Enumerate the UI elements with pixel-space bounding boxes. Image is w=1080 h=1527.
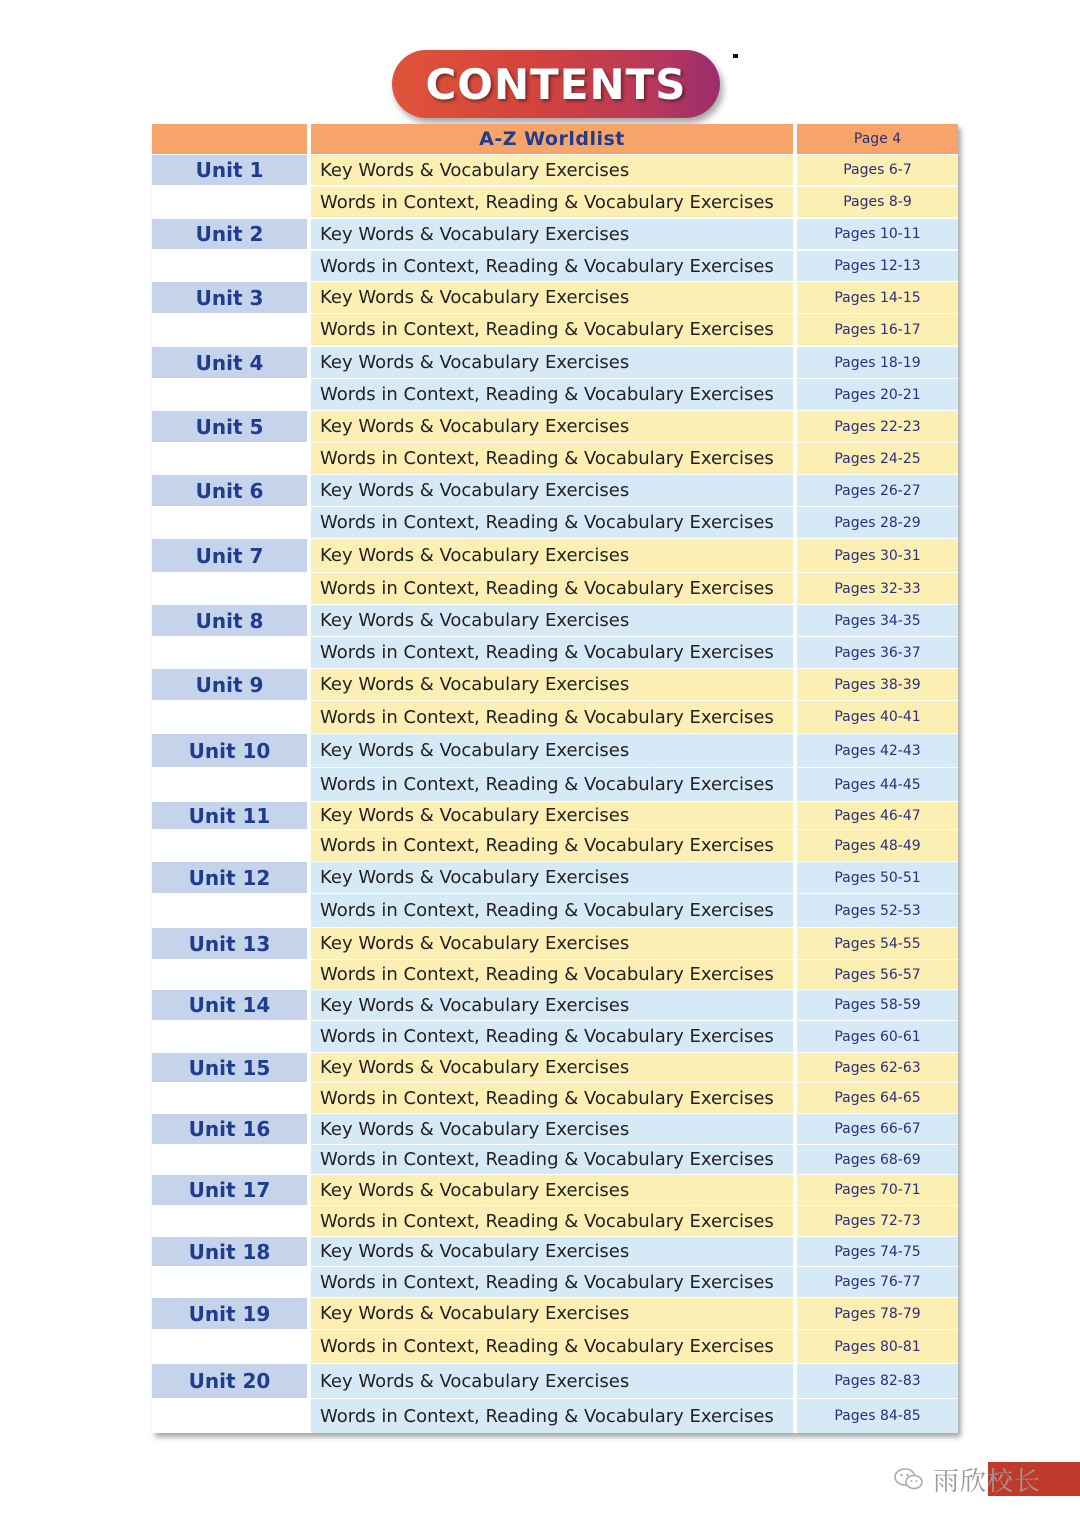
section-description: Words in Context, Reading & Vocabulary Exercises: [320, 1405, 774, 1427]
table-row: [152, 539, 958, 572]
unit-cell: [152, 637, 307, 668]
page-range: Pages 36-37: [834, 644, 921, 661]
unit-label: Unit 15: [188, 1055, 271, 1080]
section-description: Key Words & Vocabulary Exercises: [320, 1118, 630, 1140]
page-range: Pages 34-35: [834, 612, 921, 629]
table-row: [152, 507, 958, 538]
unit-label: Unit 16: [188, 1117, 271, 1141]
watermark: [893, 1462, 1041, 1496]
unit-cell: [152, 802, 307, 829]
section-description: Key Words & Vocabulary Exercises: [320, 1370, 630, 1392]
section-description: Key Words & Vocabulary Exercises: [320, 1303, 630, 1324]
unit-cell: [152, 990, 307, 1020]
header-page-cell: [796, 124, 958, 154]
table-row: [152, 990, 958, 1020]
description-cell: [310, 928, 793, 959]
page-cell: [796, 1206, 958, 1236]
page-range: Pages 40-41: [834, 709, 921, 725]
unit-cell: [152, 1399, 307, 1433]
table-row: [152, 1175, 958, 1205]
section-description: Key Words & Vocabulary Exercises: [320, 1179, 630, 1201]
unit-cell: [152, 1364, 307, 1398]
section-description: Words in Context, Reading & Vocabulary Exercises: [320, 1149, 774, 1170]
unit-cell: [152, 314, 307, 345]
table-row: [152, 314, 958, 345]
unit-cell: [152, 507, 307, 538]
page-cell: [796, 669, 958, 700]
watermark-text: 雨欣校长: [933, 1466, 1042, 1497]
unit-cell: [152, 1021, 307, 1052]
section-description: Words in Context, Reading & Vocabulary Exercises: [320, 706, 774, 728]
section-description: Key Words & Vocabulary Exercises: [320, 867, 630, 888]
page-range: Pages 6-7: [843, 162, 912, 178]
unit-label-box: [152, 1114, 307, 1144]
page-cell: [796, 507, 958, 538]
page-range: Pages 58-59: [834, 997, 921, 1013]
page-range: Pages 74-75: [834, 1243, 921, 1260]
unit-label-box: [152, 734, 307, 767]
unit-cell: [152, 1083, 307, 1113]
description-cell: [310, 314, 793, 345]
description-cell: [310, 768, 793, 801]
page-range: Pages 16-17: [834, 321, 921, 338]
section-description: Key Words & Vocabulary Exercises: [320, 480, 630, 501]
section-description: Key Words & Vocabulary Exercises: [320, 805, 630, 826]
page-cell: [796, 830, 958, 861]
table-row: [152, 669, 958, 700]
page-range: Pages 70-71: [834, 1182, 921, 1198]
description-cell: [310, 282, 793, 313]
section-description: Words in Context, Reading & Vocabulary Exercises: [320, 1026, 774, 1047]
unit-label-box: [152, 411, 307, 442]
unit-label: Unit 20: [188, 1369, 271, 1393]
page-cell: [796, 862, 958, 893]
unit-cell: [152, 1114, 307, 1144]
page-range: Pages 50-51: [834, 869, 921, 886]
description-cell: [310, 637, 793, 668]
description-cell: [310, 539, 793, 572]
section-description: Words in Context, Reading & Vocabulary Exercises: [320, 384, 774, 405]
description-cell: [310, 1298, 793, 1329]
page-cell: [796, 1053, 958, 1082]
table-row: [152, 605, 958, 636]
page-cell: [796, 1114, 958, 1144]
table-row: [152, 1364, 958, 1398]
page-range: Pages 28-29: [834, 514, 921, 531]
table-row: [152, 379, 958, 410]
table-row: [152, 1206, 958, 1236]
section-description: Key Words & Vocabulary Exercises: [320, 933, 630, 954]
section-description: Key Words & Vocabulary Exercises: [320, 994, 630, 1016]
section-description: Words in Context, Reading & Vocabulary Exercises: [320, 900, 774, 921]
page-cell: [796, 1267, 958, 1297]
description-cell: [310, 669, 793, 700]
description-cell: [310, 990, 793, 1020]
page-range: Pages 82-83: [834, 1373, 921, 1389]
page-range: Pages 26-27: [834, 482, 921, 499]
unit-cell: [152, 219, 307, 249]
unit-cell: [152, 1053, 307, 1082]
description-cell: [310, 573, 793, 604]
page-range: Pages 8-9: [843, 194, 912, 210]
unit-cell: [152, 282, 307, 313]
table-row: [152, 1237, 958, 1266]
unit-label-box: [152, 475, 307, 506]
section-description: Key Words & Vocabulary Exercises: [320, 1241, 630, 1262]
page-range: Pages 60-61: [834, 1028, 921, 1045]
section-description: Words in Context, Reading & Vocabulary Exercises: [320, 835, 774, 856]
description-cell: [310, 187, 793, 217]
table-row: [152, 1083, 958, 1113]
section-description: Words in Context, Reading & Vocabulary Exercises: [320, 774, 774, 795]
page-cell: [796, 443, 958, 474]
section-description: Key Words & Vocabulary Exercises: [320, 287, 630, 308]
page-cell: [796, 1399, 958, 1433]
page-range: Pages 68-69: [834, 1151, 921, 1168]
unit-label: Unit 6: [195, 478, 264, 503]
page-cell: [796, 1021, 958, 1052]
description-cell: [310, 1399, 793, 1433]
unit-label: Unit 14: [188, 993, 271, 1017]
unit-cell: [152, 768, 307, 801]
unit-label-box: [152, 605, 307, 636]
page-range: Pages 22-23: [834, 418, 921, 435]
table-row: [152, 1399, 958, 1433]
unit-label: Unit 5: [195, 414, 264, 439]
unit-cell: [152, 1330, 307, 1363]
table-row: [152, 155, 958, 185]
page-range: Pages 76-77: [834, 1274, 921, 1290]
page-range: Pages 20-21: [834, 386, 921, 403]
unit-label: Unit 1: [195, 158, 264, 182]
table-row: [152, 347, 958, 378]
section-description: Words in Context, Reading & Vocabulary Exercises: [320, 1271, 774, 1293]
unit-label-box: [152, 1237, 307, 1266]
table-row: [152, 1298, 958, 1329]
decorative-dot: [733, 54, 738, 58]
unit-cell: [152, 573, 307, 604]
unit-cell: [152, 928, 307, 959]
unit-label-box: [152, 347, 307, 378]
page-cell: [796, 187, 958, 217]
unit-label-box: [152, 1298, 307, 1329]
description-cell: [310, 830, 793, 861]
unit-cell: [152, 1267, 307, 1297]
unit-cell: [152, 187, 307, 217]
section-description: Words in Context, Reading & Vocabulary Exercises: [320, 964, 774, 985]
page-range: Pages 42-43: [834, 742, 921, 759]
unit-cell: [152, 379, 307, 410]
unit-cell: [152, 830, 307, 861]
page-range: Pages 38-39: [834, 676, 921, 693]
page-cell: [796, 960, 958, 989]
unit-label: Unit 9: [195, 672, 264, 697]
page-cell: [796, 1145, 958, 1174]
unit-cell: [152, 155, 307, 185]
description-cell: [310, 701, 793, 733]
unit-label: Unit 11: [188, 803, 271, 828]
table-row: [152, 960, 958, 989]
page-range: Pages 78-79: [834, 1305, 921, 1322]
page-range: Pages 54-55: [834, 935, 921, 952]
unit-label: Unit 17: [188, 1178, 271, 1202]
section-description: Key Words & Vocabulary Exercises: [320, 610, 630, 631]
unit-label-box: [152, 669, 307, 700]
table-row: [152, 443, 958, 474]
unit-cell: [152, 1175, 307, 1205]
unit-cell: [152, 539, 307, 572]
table-row: [152, 1021, 958, 1052]
page-range: Pages 44-45: [834, 776, 921, 793]
unit-cell: [152, 347, 307, 378]
section-description: Words in Context, Reading & Vocabulary Exercises: [320, 578, 774, 599]
page-cell: [796, 1237, 958, 1266]
unit-label: Unit 3: [195, 285, 264, 310]
description-cell: [310, 960, 793, 989]
table-row: [152, 1053, 958, 1082]
unit-label-box: [152, 1053, 307, 1082]
unit-label-box: [152, 928, 307, 959]
page-range: Pages 64-65: [834, 1090, 921, 1106]
page-range: Pages 66-67: [834, 1121, 921, 1137]
table-row: [152, 862, 958, 893]
page-cell: [796, 894, 958, 927]
table-row: [152, 1145, 958, 1174]
unit-label: Unit 19: [188, 1301, 271, 1326]
unit-cell: [152, 1145, 307, 1174]
description-cell: [310, 734, 793, 767]
section-description: Key Words & Vocabulary Exercises: [320, 740, 630, 761]
page-cell: [796, 701, 958, 733]
page-cell: [796, 637, 958, 668]
description-cell: [310, 1267, 793, 1297]
description-cell: [310, 251, 793, 281]
unit-label-box: [152, 802, 307, 829]
unit-cell: [152, 1206, 307, 1236]
description-cell: [310, 605, 793, 636]
description-cell: [310, 411, 793, 442]
description-cell: [310, 802, 793, 829]
section-description: Words in Context, Reading & Vocabulary Exercises: [320, 319, 774, 340]
table-row: [152, 282, 958, 313]
contents-table: [152, 124, 958, 1433]
header-unit-cell: [152, 124, 307, 154]
page-cell: [796, 1083, 958, 1113]
description-cell: [310, 507, 793, 538]
table-row: [152, 802, 958, 829]
unit-cell: [152, 251, 307, 281]
unit-label-box: [152, 862, 307, 893]
page-cell: [796, 411, 958, 442]
unit-label-box: [152, 155, 307, 185]
description-cell: [310, 1175, 793, 1205]
page-title: CONTENTS: [425, 59, 687, 109]
section-description: Key Words & Vocabulary Exercises: [320, 1057, 630, 1078]
unit-cell: [152, 411, 307, 442]
page-cell: [796, 1364, 958, 1398]
description-cell: [310, 379, 793, 410]
unit-cell: [152, 960, 307, 989]
description-cell: [310, 1114, 793, 1144]
unit-label: Unit 2: [195, 222, 264, 246]
description-cell: [310, 1330, 793, 1363]
table-row: [152, 637, 958, 668]
unit-label-box: [152, 219, 307, 249]
page-cell: [796, 347, 958, 378]
page-range: Pages 24-25: [834, 450, 921, 467]
unit-label: Unit 8: [195, 608, 264, 633]
table-row: [152, 1114, 958, 1144]
unit-label: Unit 7: [195, 543, 264, 568]
page-range: Pages 32-33: [834, 580, 921, 597]
unit-cell: [152, 1237, 307, 1266]
section-description: Words in Context, Reading & Vocabulary Exercises: [320, 255, 774, 277]
unit-label: Unit 12: [188, 865, 271, 890]
description-cell: [310, 862, 793, 893]
unit-label-box: [152, 990, 307, 1020]
table-row: [152, 894, 958, 927]
page-cell: [796, 605, 958, 636]
table-row: [152, 1267, 958, 1297]
section-description: Key Words & Vocabulary Exercises: [320, 416, 630, 437]
page-range: Pages 46-47: [834, 807, 921, 824]
description-cell: [310, 347, 793, 378]
page-cell: [796, 990, 958, 1020]
unit-label: Unit 4: [195, 350, 264, 375]
description-cell: [310, 475, 793, 506]
description-cell: [310, 1364, 793, 1398]
table-row: [152, 928, 958, 959]
page-range: Pages 52-53: [834, 902, 921, 919]
description-cell: [310, 219, 793, 249]
section-description: Key Words & Vocabulary Exercises: [320, 545, 630, 566]
page-cell: [796, 379, 958, 410]
page-range: Pages 18-19: [834, 354, 921, 371]
description-cell: [310, 894, 793, 927]
description-cell: [310, 1053, 793, 1082]
section-description: Words in Context, Reading & Vocabulary Exercises: [320, 191, 774, 213]
page-range: Pages 84-85: [834, 1408, 921, 1424]
table-row: [152, 1330, 958, 1363]
page-cell: [796, 314, 958, 345]
header-page-label: Page 4: [853, 131, 902, 147]
table-row: [152, 830, 958, 861]
page-range: Pages 56-57: [834, 966, 921, 983]
unit-label-box: [152, 539, 307, 572]
unit-label: Unit 18: [188, 1239, 271, 1264]
table-row: [152, 701, 958, 733]
section-description: Words in Context, Reading & Vocabulary Exercises: [320, 642, 774, 663]
description-cell: [310, 1206, 793, 1236]
section-description: Key Words & Vocabulary Exercises: [320, 223, 630, 245]
description-cell: [310, 1145, 793, 1174]
section-description: Words in Context, Reading & Vocabulary Exercises: [320, 1210, 774, 1232]
table-header-row: [152, 124, 958, 154]
unit-cell: [152, 1298, 307, 1329]
page-range: Pages 30-31: [834, 547, 921, 564]
section-description: Key Words & Vocabulary Exercises: [320, 352, 630, 373]
unit-cell: [152, 734, 307, 767]
page-range: Pages 14-15: [834, 289, 921, 306]
description-cell: [310, 1237, 793, 1266]
page-cell: [796, 802, 958, 829]
unit-cell: [152, 894, 307, 927]
page-cell: [796, 1175, 958, 1205]
page-cell: [796, 539, 958, 572]
section-description: Key Words & Vocabulary Exercises: [320, 159, 630, 181]
unit-label-box: [152, 1364, 307, 1398]
page-cell: [796, 282, 958, 313]
page-range: Pages 12-13: [834, 258, 921, 274]
description-cell: [310, 1021, 793, 1052]
contents-title-banner: [392, 50, 720, 118]
table-row: [152, 187, 958, 217]
page-cell: [796, 573, 958, 604]
page-cell: [796, 251, 958, 281]
table-row: [152, 573, 958, 604]
page-cell: [796, 1298, 958, 1329]
wechat-icon: [893, 1466, 925, 1492]
page-cell: [796, 1330, 958, 1363]
table-row: [152, 734, 958, 767]
description-cell: [310, 155, 793, 185]
page-range: Pages 48-49: [834, 837, 921, 854]
unit-cell: [152, 475, 307, 506]
table-row: [152, 475, 958, 506]
section-description: Words in Context, Reading & Vocabulary Exercises: [320, 448, 774, 469]
section-description: Key Words & Vocabulary Exercises: [320, 674, 630, 695]
unit-label-box: [152, 282, 307, 313]
unit-label: Unit 10: [188, 738, 271, 763]
section-description: Words in Context, Reading & Vocabulary Exercises: [320, 512, 774, 533]
unit-label: Unit 13: [188, 931, 271, 956]
section-description: Words in Context, Reading & Vocabulary Exercises: [320, 1336, 774, 1357]
page-cell: [796, 928, 958, 959]
page-range: Pages 72-73: [834, 1213, 921, 1229]
table-row: [152, 411, 958, 442]
unit-cell: [152, 443, 307, 474]
page-range: Pages 10-11: [834, 226, 921, 242]
unit-cell: [152, 669, 307, 700]
page-cell: [796, 734, 958, 767]
page-cell: [796, 475, 958, 506]
unit-cell: [152, 605, 307, 636]
table-row: [152, 219, 958, 249]
description-cell: [310, 1083, 793, 1113]
table-row: [152, 768, 958, 801]
page-cell: [796, 155, 958, 185]
table-row: [152, 251, 958, 281]
page-cell: [796, 219, 958, 249]
unit-label-box: [152, 1175, 307, 1205]
unit-cell: [152, 862, 307, 893]
unit-cell: [152, 701, 307, 733]
header-description-cell: [310, 124, 793, 154]
page-cell: [796, 768, 958, 801]
page-range: Pages 80-81: [834, 1338, 921, 1355]
section-description: Words in Context, Reading & Vocabulary Exercises: [320, 1087, 774, 1109]
page-range: Pages 62-63: [834, 1059, 921, 1076]
header-worldlist-label: A-Z Worldlist: [479, 128, 625, 150]
description-cell: [310, 443, 793, 474]
